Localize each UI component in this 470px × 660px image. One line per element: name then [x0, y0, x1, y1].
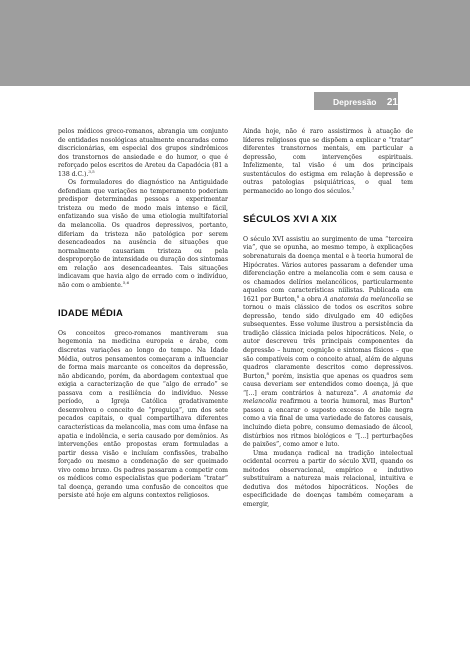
- book-title: A anatomia da melancolia: [323, 295, 405, 303]
- running-head-section: Depressão: [333, 97, 377, 107]
- citation-ref: 8: [296, 293, 300, 299]
- right-paragraph-3: Uma mudança radical na tradição intelectual ocidental ocorreu a partir do século XVII, quando os métodos observacional, empírico e indutivo substituíram a natureza mais relacional, intuitiva e dedutiva dos métodos hipocráticos. Noções de especificidade de doenças também começaram a emergir,: [243, 449, 413, 508]
- citation-ref: 8: [266, 370, 270, 376]
- citation-ref: 5,6: [122, 279, 130, 285]
- header-band: [0, 0, 470, 86]
- section-heading-seculos: SÉCULOS XVI A XIX: [243, 214, 338, 226]
- running-head: [333, 96, 398, 108]
- citation-ref: 3,5: [88, 168, 95, 174]
- right-column: [243, 128, 413, 509]
- left-paragraph-1: pelos médicos greco-romanos, abrangia um conjunto de entidades nosológicas atualmente encaradas como discricionárias, em especial dos grupos sindrômicos dos transtornos de ansiedade e do humor, o que é reforçado pelos escritos de Areteu da Capadócia (81 a 138 d.C.).$^{3,5}$: [58, 128, 228, 178]
- page-number: 21: [386, 97, 398, 108]
- citation-ref: 8: [410, 396, 413, 402]
- right-paragraph-1: Ainda hoje, não é raro assistirmos à atuação de líderes religiosos que se dispõem a explicar e “tratar” diferentes transtornos mentais, em particular a depressão, com intervenções espirituais. Infelizmente, tal visão é um dos principais sustentáculos do estigma em relação à depressão e outras patologias psiquiátricas, o qual tem permanecido ao longo dos séculos.$^7$: [243, 128, 413, 195]
- right-paragraph-2: O século XVI assistiu ao surgimento de uma “terceira via”, que se opunha, ao mesmo tempo, à explicações sobrenaturais da doença mental e à teoria humoral de Hipócrates. Vários autores passaram a defender uma diferenciação entre a melancolia com e sem causa e os chamados delírios melancólicos, particularmente aqueles com características niilistas. Publicada em 1621 por Burton,$^8$ a obra A anatomia da melancolia se tornou o mais clássico de todos os escritos sobre depressão, tendo sido divulgado em 40 edições subsequentes. Esse volume ilustrou a persistência da tradição clássica iniciada pelos hipocráticos. Nele, o autor descreveu três principais componentes da depressão – humor, cognição e sintomas físicos – que são compatíveis com o conceito atual, além de alguns quadros claramente descritos como depressivos. Burton,$^8$ porém, insistia que apenas os quadros sem causa deveriam ser entendidos como doença, já que “[...] eram contrários à natureza”. A anatomia da melancolia reafirmou a teoria humoral, mas Burton$^8$ passou a encarar o suposto excesso de bile negra como a via final de uma variedade de fatores causais, incluindo dieta pobre, consumo demasiado de álcool, distúrbios nos ritmos biológicos e “[...] perturbações de paixões”, como amor e luto.: [243, 235, 413, 449]
- left-column: [58, 128, 228, 501]
- citation-ref: 7: [351, 185, 355, 191]
- book-title: A anatomia da melancolia: [243, 389, 413, 406]
- left-paragraph-3: Os conceitos greco-romanos mantiveram sua hegemonia na medicina europeia e árabe, com discretas variações ao longo do tempo. Na Idade Média, outros pensamentos começaram a influenciar de forma mais marcante os conceitos da depressão, não abdicando, porém, da abordagem contextual que exigia a caracterização de que “algo de errado” se passava com a resiliência do indivíduo. Nesse período, a Igreja Católica gradativamente desenvolveu o conceito de “preguiça”, um dos sete pecados capitais, o qual compartilhava diferentes características da melancolia, mas com uma ênfase na apatia e indolência, e seria causado por demônios. As intervenções então propostas eram formuladas a partir dessa visão e incluíam confissões, trabalho forçado ou mesmo a condenação de ser queimado vivo como bruxo. Os padres passaram a competir com os médicos como especialistas que poderiam “tratar” tal doença, gerando uma confusão de conceitos que persiste até hoje em alguns contextos religiosos.: [58, 329, 228, 500]
- left-paragraph-2: Os formuladores do diagnóstico na Antiguidade defendiam que variações no temperamento poderiam predispor determinadas pessoas a experimentar tristeza ou medo de modo mais intenso e fácil, enfatizando sua visão de uma etiologia multifatorial da melancolia. Os quadros depressivos, portanto, diferiam da tristeza não patológica por serem desencadeados na ausência de situações que normalmente causariam tristeza ou pela desproporção de intensidade ou duração dos sintomas em relação aos desencadeantes. Tais situações indicavam que havia algo de errado com o indivíduo, não com o ambiente.$^{5,6}$: [58, 179, 228, 289]
- section-heading-idade-media: IDADE MÉDIA: [58, 308, 124, 320]
